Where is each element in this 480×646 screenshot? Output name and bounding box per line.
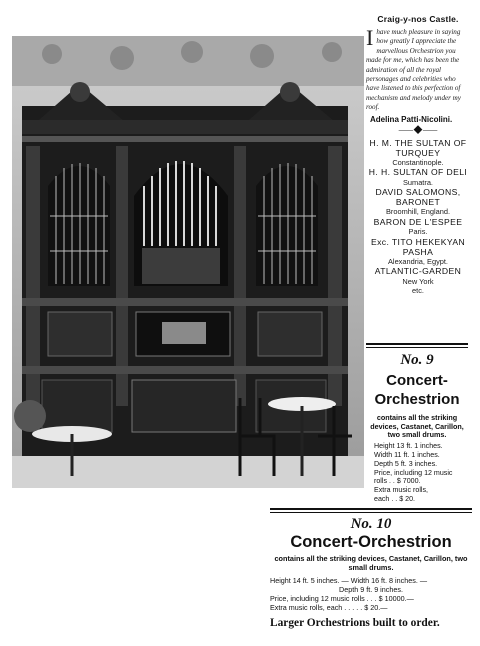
customer-place: Constantinople. (392, 158, 444, 168)
product-description: contains all the striking devices, Castanet, Carillon, two small drums. (274, 554, 468, 572)
product-number: No. 9 (400, 352, 434, 368)
product-no9 (366, 343, 468, 504)
spec-dimensions: Height 14 ft. 5 inches. — Width 16 ft. 8 inches. — (270, 576, 428, 586)
product-no10 (270, 508, 472, 629)
testimonial-body: have much pleasure in saying how greatly I appreciate the marvellous Orchestrion you made for me, which has been the admiration of all the royal personages and celebrities who have listened to this perfection of mechanism and melody under my roof. (366, 28, 461, 112)
divider-ornament-icon: ⸺◆⸺ (398, 124, 438, 135)
customer-name: BARON DE L'ESPEE (373, 216, 463, 227)
double-rule (366, 343, 468, 348)
spec-extra-rolls: Extra music rolls, each . . . . . $ 20.— (270, 603, 388, 613)
customer-item (366, 266, 470, 286)
spec-depth: Depth 9 ft. 9 inches. (339, 585, 403, 595)
product-specs (270, 576, 472, 612)
customer-item (366, 167, 470, 187)
testimonial-signature: Adelina Patti-Nicolini. (370, 114, 453, 124)
product-specs (366, 442, 468, 504)
customer-name: DAVID SALOMONS, BARONET (375, 187, 461, 208)
spec-line: Depth 5 ft. 3 inches. (374, 459, 438, 468)
double-rule (270, 508, 472, 513)
customer-name: ATLANTIC-GARDEN (374, 266, 462, 277)
customer-name: H. M. THE SULTAN OF TURQUEY (369, 137, 467, 158)
testimonial-column (366, 14, 470, 295)
drop-cap: I (366, 25, 374, 50)
orchestrion-photo (12, 36, 364, 488)
spec-price: Price, including 12 music rolls . . . $ 10000.— (270, 594, 414, 604)
customer-place: New York (402, 276, 434, 286)
customer-place: Broomhill, England. (385, 207, 451, 217)
product-title: Concert-Orchestrion (374, 372, 460, 408)
customer-item (366, 237, 470, 267)
customer-place: Alexandria, Egypt. (388, 256, 448, 266)
spec-line: each . . $ 20. (374, 495, 416, 504)
product-title: Concert-Orchestrion (290, 533, 452, 551)
customer-place: Paris. (408, 227, 428, 237)
spec-line: Height 13 ft. 1 inches. (374, 441, 443, 450)
testimonial-place: Craig-y-nos Castle. (377, 14, 459, 24)
customer-item (366, 217, 470, 237)
customer-name: H. H. SULTAN OF DELI (368, 167, 468, 178)
orchestrion-illustration (12, 36, 364, 488)
closing-line: Larger Orchestrions built to order. (270, 617, 440, 630)
product-description: contains all the striking devices, Castanet, Carillon, two small drums. (370, 413, 464, 440)
customer-place: Sumatra. (403, 177, 433, 187)
spec-line: Price, including 12 music (374, 468, 453, 477)
spec-line: rolls . . $ 7000. (374, 477, 421, 486)
spec-line: Width 11 ft. 1 inches. (374, 450, 440, 459)
customer-list (366, 138, 470, 296)
customer-item (366, 286, 470, 295)
customer-place: etc. (412, 285, 424, 295)
product-number: No. 10 (350, 516, 392, 532)
testimonial-text (366, 25, 470, 113)
customer-name: Exc. TITO HEKEKYAN PASHA (370, 236, 466, 257)
spec-line: Extra music rolls, (374, 486, 428, 495)
customer-item (366, 187, 470, 217)
customer-item (366, 138, 470, 168)
